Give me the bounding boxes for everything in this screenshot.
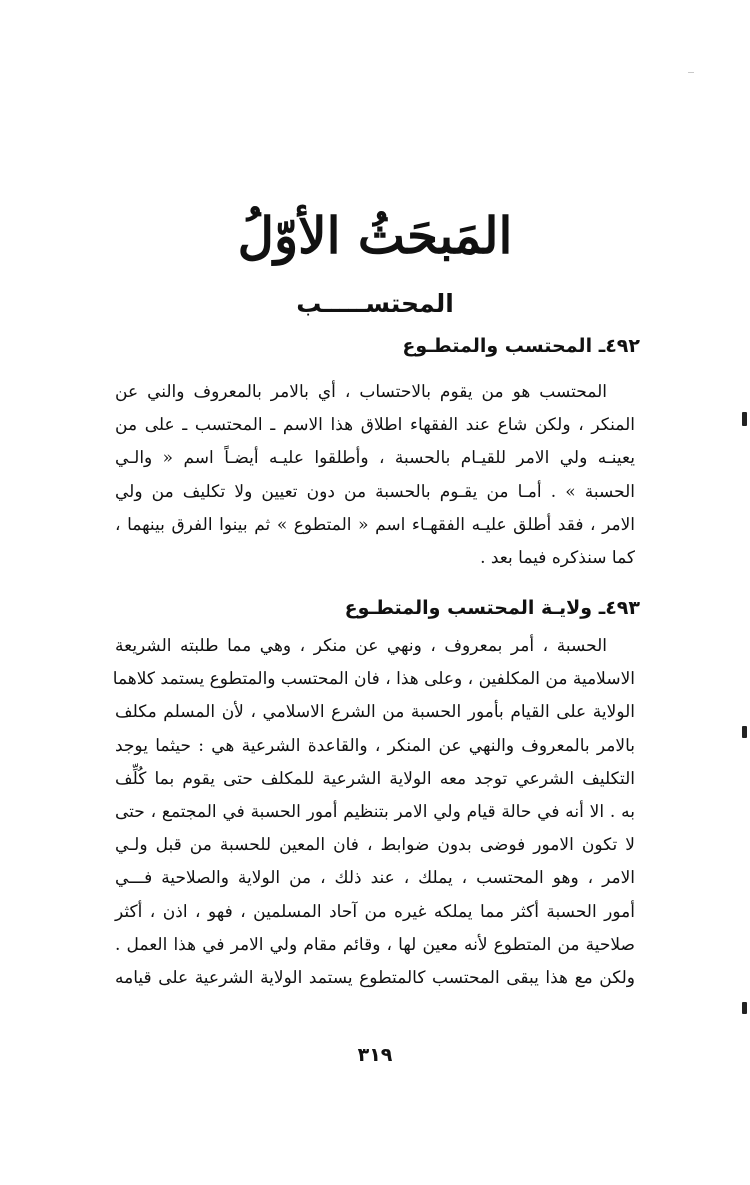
text-line: الحسبة » . أمـا من يقـوم بالحسبة من دون تعيين ولا تكليف من ولي [115, 481, 635, 502]
scan-edge-mark [742, 726, 747, 738]
text-line: الاسلامية من المكلفين ، وعلى هذا ، فان المحتسب والمتطوع يستمد كلاهما [112, 669, 635, 690]
text-line: كما سنذكره فيما بعد . [480, 548, 635, 569]
text-line: الحسبة ، أمر بمعروف ، ونهي عن منكر ، وهي مما طلبته الشريعة [115, 636, 607, 656]
text-line: لا تكون الامور فوضى بدون ضوابط ، فان المعين للحسبة من قبل ولـي [115, 835, 635, 856]
text-line: أمور الحسبة أكثر مما يملكه غيره من آحاد المسلمين ، فهو ، اذن ، أكثر [115, 901, 635, 922]
page-number: ٣١٩ [357, 1044, 393, 1066]
paragraph-493 [112, 630, 635, 995]
scan-edge-mark [742, 1002, 747, 1014]
scan-edge-mark [742, 412, 747, 426]
text-line: صلاحية من المتطوع لأنه معين لها ، وقائم مقام ولي الامر في هذا العمل . [115, 934, 635, 955]
scan-speck [688, 72, 694, 73]
text-line: الامر ، وهو المحتسب ، يملك ، عند ذلك ، من الولاية والصلاحية فـــي [115, 868, 635, 889]
chapter-title: المَبحَثُ الأوّلُ [237, 206, 513, 265]
text-line: بالامر بالمعروف والنهي عن المنكر ، والقاعدة الشرعية هي : حيثما يوجد [115, 735, 635, 756]
text-line: يعينـه ولي الامر للقيـام بالحسبة ، وأطلقوا عليـه أيضـاً اسم « والـي [115, 448, 635, 469]
text-line: المنكر ، ولكن شاع عند الفقهاء اطلاق هذا الاسم ـ المحتسب ـ على من [115, 415, 635, 436]
text-line: التكليف الشرعي توجد معه الولاية الشرعية للمكلف حتى يقوم بما كُلِّف [115, 768, 635, 789]
text-line: المحتسب هو من يقوم بالاحتساب ، أي بالامر بالمعروف والني عن [115, 382, 607, 402]
text-line: الولاية على القيام بأمور الحسبة من الشرع الاسلامي ، لأن المسلم مكلف [115, 702, 635, 723]
heading-492: ٤٩٢ـ المحتسب والمتطـوع [402, 335, 640, 357]
text-line: ولكن مع هذا يبقى المحتسب كالمتطوع يستمد الولاية الشرعية على قيامه [115, 968, 635, 989]
section-title: المحتســـــب [296, 289, 454, 318]
paragraph-492 [115, 376, 635, 575]
text-line: به . الا أنه في حالة قيام ولي الامر بتنظيم أمور الحسبة في المجتمع ، حتى [115, 802, 635, 823]
heading-493: ٤٩٣ـ ولايـة المحتسب والمتطـوع [344, 597, 640, 619]
text-line: الامر ، فقد أطلق عليـه الفقهـاء اسم « المتطوع » ثم بينوا الفرق بينهما ، [115, 514, 635, 535]
